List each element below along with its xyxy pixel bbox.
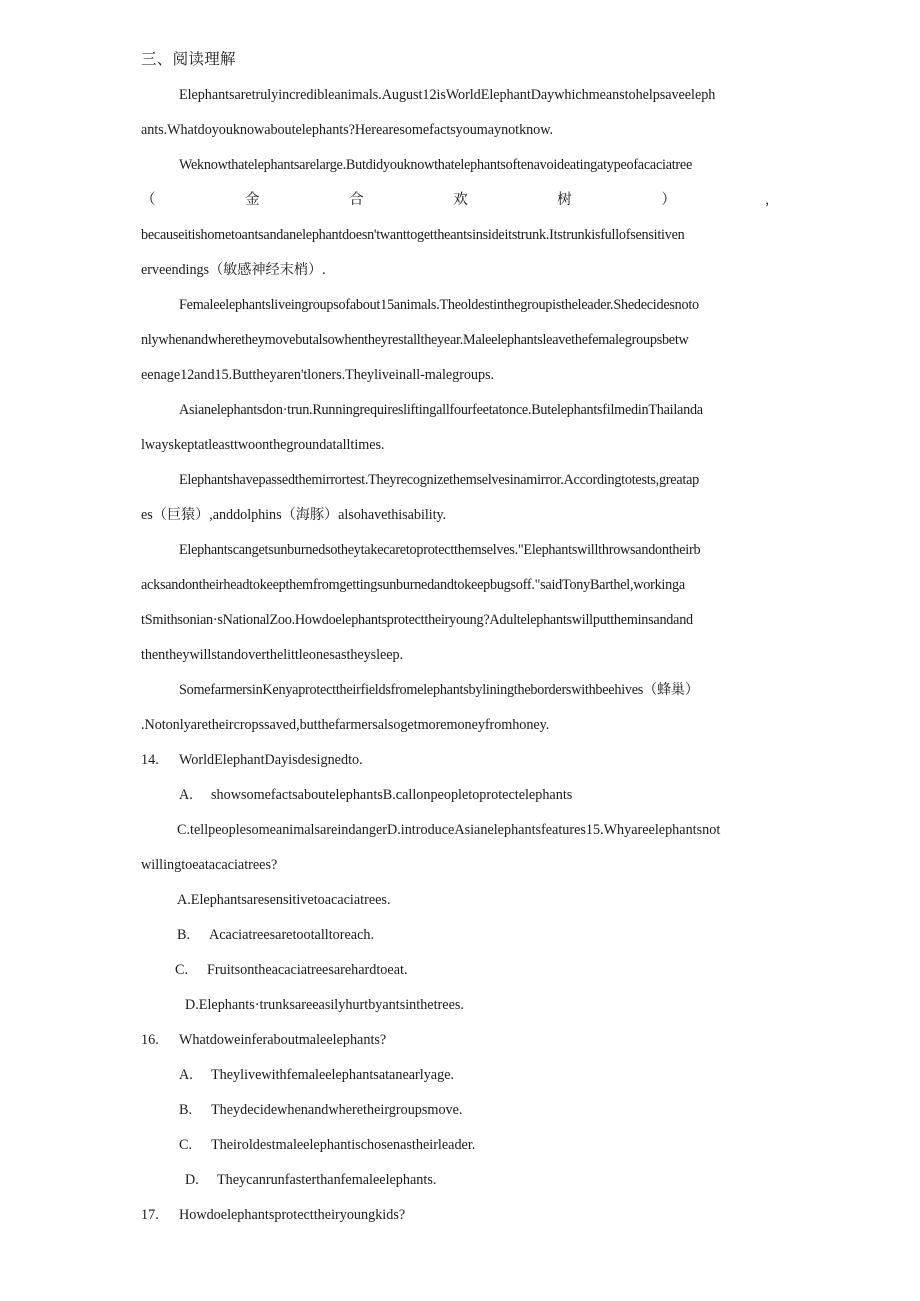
option-text: C.tellpeoplesomeanimalsareindangerD.introduceAsianelephantsfeatures15.Whyareelephantsnot [177, 822, 721, 838]
option-text: Theycanrunfasterthanfemaleelephants. [217, 1172, 437, 1188]
option-text: Theiroldestmaleelephantischosenastheirleader. [211, 1137, 476, 1153]
passage-paragraph-5 [141, 463, 771, 533]
question-16 [141, 1023, 771, 1058]
option-text: A.Elephantsaresensitivetoacaciatrees. [177, 892, 391, 908]
option-row[interactable] [141, 813, 771, 848]
option-text: willingtoeatacaciatrees? [141, 857, 278, 873]
document-body [141, 48, 771, 1233]
passage-paragraph-4 [141, 393, 771, 463]
option-row[interactable] [141, 988, 771, 1023]
passage-line: thentheywillstandoverthelittleonesastheysleep. [141, 647, 404, 663]
option-key: B. [177, 927, 191, 943]
passage-line: nlywhenandwheretheymovebutalsowhentheyrestalltheyear.Maleelephantsleavethefemalegroupsbetw [141, 332, 689, 348]
option-text: Theylivewithfemaleelephantsatanearlyage. [211, 1067, 455, 1083]
question-14 [141, 743, 771, 778]
passage-line: acksandontheirheadtokeepthemfromgettingsunburnedandtokeepbugsoff."saidTonyBarthel,workinga [141, 577, 685, 593]
passage-line: erveendings（敏感神经末梢）. [141, 262, 326, 278]
passage-line: tSmithsonian·sNationalZoo.Howdoelephantsprotecttheiryoung?Adultelephantswillputtheminsandand [141, 612, 693, 628]
option-key: D. [185, 1172, 199, 1188]
gloss-token: , [765, 192, 769, 208]
passage-line: .Notonlyaretheircropssaved,butthefarmersalsogetmoremoneyfromhoney. [141, 717, 550, 733]
option-text: D.Elephants·trunksareeasilyhurtbyantsinthetrees. [185, 997, 464, 1013]
passage-line: ants.Whatdoyouknowaboutelephants?Herearesomefactsyoumaynotknow. [141, 122, 553, 138]
passage-paragraph-2 [141, 148, 771, 288]
question-number: 16. [141, 1032, 159, 1048]
passage-line: es（巨猿）,anddolphins（海豚）alsohavethisability. [141, 507, 447, 523]
passage-line: eenage12and15.Buttheyaren'tloners.Theyliveinall-malegroups. [141, 367, 494, 383]
passage-line: Elephantshavepassedthemirrortest.Theyrecognizethemselvesinamirror.Accordingtotests,greatap [179, 472, 699, 488]
passage-line: becauseitishometoantsandanelephantdoesn'twanttogettheantsinsideitstrunk.Itstrunkisfullofsensitiven [141, 227, 685, 243]
gloss-token: 树 [557, 192, 572, 208]
passage-paragraph-3 [141, 288, 771, 393]
option-key: A. [179, 1067, 193, 1083]
option-key: A. [179, 787, 193, 803]
option-row[interactable] [141, 1163, 771, 1198]
question-17 [141, 1198, 771, 1233]
question-number: 17. [141, 1207, 159, 1223]
option-text: showsomefactsaboutelephantsB.callonpeopletoprotectelephants [211, 787, 573, 803]
gloss-token: 合 [349, 192, 364, 208]
passage-line: SomefarmersinKenyaprotecttheirfieldsfromelephantsbyliningtheborderswithbeehives（蜂巢） [179, 682, 699, 698]
option-row[interactable] [141, 918, 771, 953]
question-stem: Whatdoweinferaboutmaleelephants? [179, 1032, 387, 1048]
option-text: Fruitsontheacaciatreesarehardtoeat. [207, 962, 408, 978]
gloss-token: 金 [245, 192, 260, 208]
gloss-token: ） [661, 192, 676, 208]
question-stem: WorldElephantDayisdesignedto. [179, 752, 363, 768]
passage-line: Weknowthatelephantsarelarge.Butdidyouknowthatelephantsoftenavoideatingatypeofacaciatree [179, 157, 692, 173]
passage-line: Elephantsaretrulyincredibleanimals.August12isWorldElephantDaywhichmeanstohelpsaveeleph [179, 87, 716, 103]
question-stem: Howdoelephantsprotecttheiryoungkids? [179, 1207, 406, 1223]
option-row[interactable] [141, 883, 771, 918]
option-key: B. [179, 1102, 193, 1118]
option-row[interactable] [141, 1093, 771, 1128]
passage-paragraph-1 [141, 78, 771, 148]
option-key: C. [179, 1137, 193, 1153]
passage-paragraph-7 [141, 673, 771, 743]
passage-line: Elephantscangetsunburnedsotheytakecaretoprotectthemselves."Elephantswillthrowsandontheirb [179, 542, 701, 558]
passage-line: Asianelephantsdon·trun.Runningrequiresliftingallfourfeetatonce.ButelephantsfilmedinThailanda [179, 402, 703, 418]
section-heading: 三、阅读理解 [141, 50, 236, 68]
question-number: 14. [141, 752, 159, 768]
option-row[interactable] [141, 778, 771, 813]
option-row[interactable] [141, 1058, 771, 1093]
passage-gloss-line-acacia [141, 183, 771, 218]
passage-line: lwayskeptatleasttwoonthegroundatalltimes. [141, 437, 385, 453]
passage-line: Femaleelephantsliveingroupsofabout15animals.Theoldestinthegroupistheleader.Shedecidesnoto [179, 297, 699, 313]
option-row[interactable] [141, 1128, 771, 1163]
option-text: Acaciatreesaretootalltoreach. [209, 927, 375, 943]
passage-paragraph-6 [141, 533, 771, 673]
option-key: C. [175, 962, 189, 978]
option-row-continuation [141, 848, 771, 883]
option-text: Theydecidewhenandwheretheirgroupsmove. [211, 1102, 463, 1118]
gloss-token: 欢 [453, 192, 468, 208]
option-row[interactable] [141, 953, 771, 988]
gloss-token: （ [141, 192, 156, 208]
